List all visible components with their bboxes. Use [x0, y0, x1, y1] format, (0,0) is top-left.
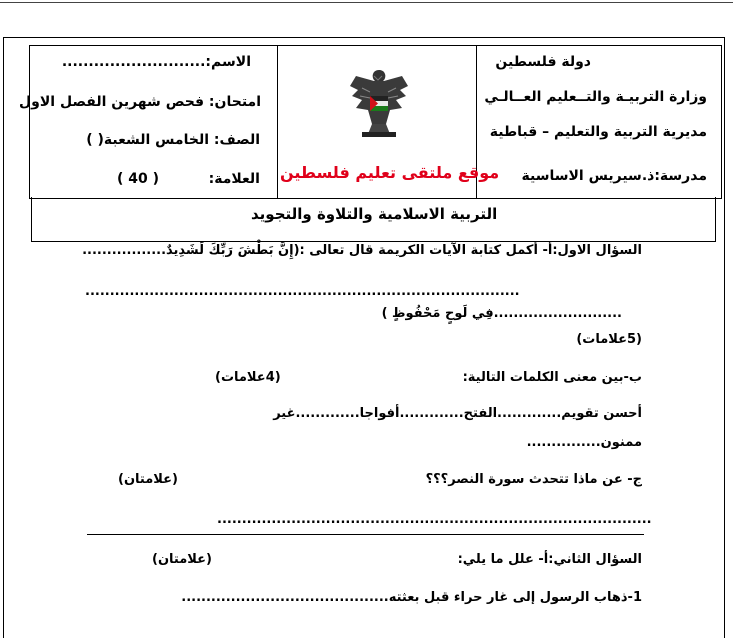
student-name-field: الاسم:...........................: [61, 54, 251, 70]
q1-answer-line: ........................................................................................: [85, 284, 520, 299]
ministry-line: وزارة التربيـة والتــعليم العــالـي: [484, 89, 707, 105]
q2-a-marks: (علامتان): [152, 552, 212, 567]
mark-label: العلامة:: [208, 171, 260, 187]
directorate-line: مديرية التربية والتعليم – قباطية: [489, 124, 707, 140]
exam-title: امتحان: فحص شهرين الفصل الاول: [19, 94, 261, 110]
q1-c-answer-line: ........................................................................................: [217, 512, 652, 527]
q1-c-marks: (علامتان): [118, 472, 178, 487]
section-separator: [87, 534, 644, 535]
q1-b-text: ب-بين معنى الكلمات التالية:: [462, 370, 642, 385]
q2-a-text: السؤال الثاني:أ- علل ما يلي:: [457, 552, 642, 567]
q1-b-words: أحسن تقويم.............الفتح.............أفواجا.............غير: [273, 406, 642, 421]
top-rule: [0, 2, 733, 3]
country-line: دولة فلسطين: [495, 54, 591, 70]
subject-title: التربية الاسلامية والتلاوة والتجويد: [251, 205, 498, 223]
q1-b-marks: (4علامات): [215, 370, 281, 385]
class-line: الصف: الخامس الشعبة( ): [86, 132, 260, 148]
school-line: مدرسة:ذ.سيريس الاساسية: [521, 168, 707, 184]
site-watermark: موقع ملتقى تعليم فلسطين: [280, 163, 500, 182]
q1-a-marks: (5علامات): [576, 332, 642, 347]
q1-b-words-cont: ممنون...............: [526, 435, 642, 450]
header-divider: [277, 46, 278, 198]
q1-ayah-end: ..........................فِي لَوحٍ مَحْفُوظٍ ): [381, 306, 622, 321]
q2-item-1: 1-ذهاب الرسول إلى غار حراء قبل بعثته..........................................: [181, 590, 642, 605]
q1-a-text: السؤال الاول:أ- أكمل كتابة الآيات الكريمة قال تعالى :(إِنَّ بَطْشَ رَبِّكَ لَشَدِيدٌ.................: [82, 243, 642, 258]
mark-value: ( 40 ): [117, 171, 160, 187]
q1-c-text: ج- عن ماذا تتحدث سورة النصر؟؟؟: [425, 472, 642, 487]
palestine-emblem-icon: [348, 66, 410, 146]
